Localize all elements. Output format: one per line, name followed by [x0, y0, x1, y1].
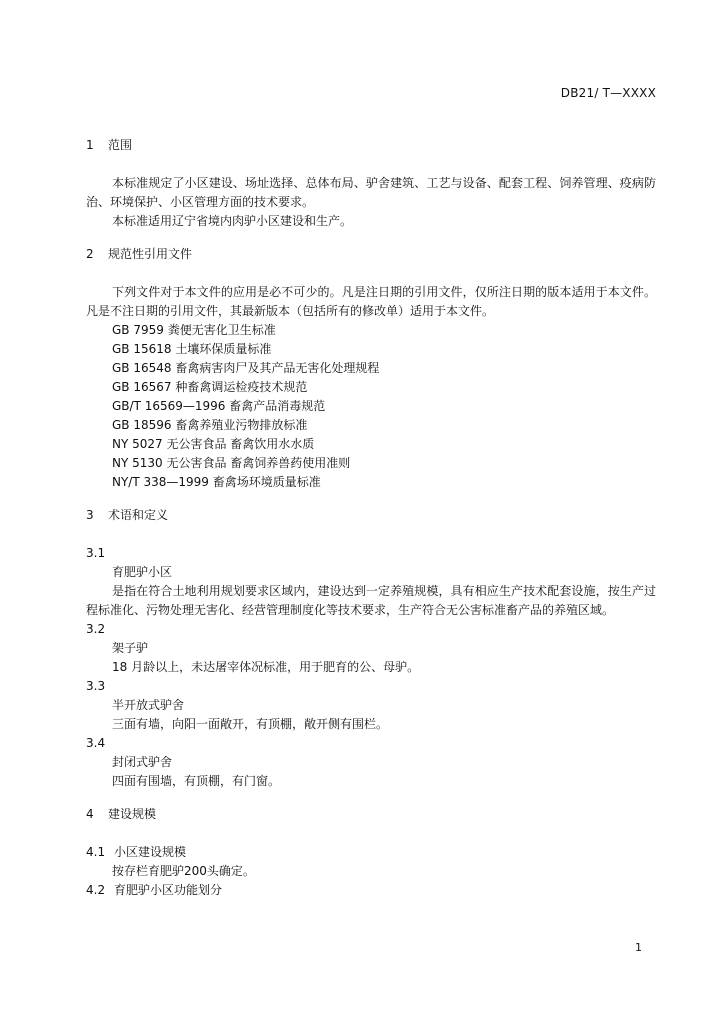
section-title: 范围: [108, 138, 133, 152]
section-4-heading: [86, 805, 656, 824]
section-title: 建设规模: [108, 807, 157, 821]
term-definition: 是指在符合土地利用规划要求区域内，建设达到一定养殖规模，具有相应生产技术配套设施，按生产过程标准化、污物处理无害化、经营管理制度化等技术要求，生产符合无公害标准畜产品的养殖区域。: [86, 584, 656, 617]
section-title: 术语和定义: [108, 508, 169, 522]
term-name: 封闭式驴舍: [112, 755, 173, 769]
term-definition: 三面有墙，向阳一面敞开，有顶棚，敞开侧有围栏。: [112, 717, 389, 731]
term-number: 3.4: [86, 736, 106, 750]
reference-item: GB 15618 土壤环保质量标准: [112, 342, 272, 356]
subsection-number: 4.2: [86, 883, 106, 897]
reference-list: [86, 321, 656, 492]
paragraph: 本标准规定了小区建设、场址选择、总体布局、驴舍建筑、工艺与设备、配套工程、饲养管理、疫病防治、环境保护、小区管理方面的技术要求。: [86, 176, 656, 209]
section-number: 2: [86, 247, 94, 261]
subsection-number: 4.1: [86, 845, 106, 859]
term-definition: 四面有围墙，有顶棚，有门窗。: [112, 774, 281, 788]
reference-item: NY 5130 无公害食品 畜禽饲养兽药使用准则: [112, 456, 351, 470]
section-number: 4: [86, 807, 94, 821]
term-number: 3.3: [86, 679, 106, 693]
reference-item: GB/T 16569—1996 畜禽产品消毒规范: [112, 399, 326, 413]
term-entry: [86, 677, 656, 734]
reference-item: GB 18596 畜禽养殖业污物排放标准: [112, 418, 308, 432]
reference-item: NY 5027 无公害食品 畜禽饮用水水质: [112, 437, 315, 451]
section-number: 1: [86, 138, 94, 152]
term-name: 半开放式驴舍: [112, 698, 185, 712]
subsection-title: 小区建设规模: [114, 845, 187, 859]
term-entry: [86, 734, 656, 791]
section-title: 规范性引用文件: [108, 247, 193, 261]
paragraph: 按存栏育肥驴200头确定。: [112, 864, 255, 878]
subsection-4-2-heading: [86, 881, 656, 900]
term-name: 育肥驴小区: [112, 565, 173, 579]
reference-item: GB 7959 粪便无害化卫生标准: [112, 323, 276, 337]
section-1-heading: [86, 136, 656, 155]
subsection-title: 育肥驴小区功能划分: [114, 883, 223, 897]
section-3-heading: [86, 506, 656, 525]
term-number: 3.1: [86, 546, 106, 560]
term-definition: 18 月龄以上，未达屠宰体况标准，用于肥育的公、母驴。: [112, 660, 420, 674]
section-number: 3: [86, 508, 94, 522]
paragraph: 本标准适用辽宁省境内肉驴小区建设和生产。: [112, 214, 353, 228]
page-number: 1: [635, 941, 642, 954]
document-body: [86, 136, 656, 900]
term-number: 3.2: [86, 622, 106, 636]
section-2-heading: [86, 245, 656, 264]
term-name: 架子驴: [112, 641, 149, 655]
reference-item: GB 16548 畜禽病害肉尸及其产品无害化处理规程: [112, 361, 380, 375]
reference-item: NY/T 338—1999 畜禽场环境质量标准: [112, 475, 321, 489]
paragraph: 下列文件对于本文件的应用是必不可少的。凡是注日期的引用文件，仅所注日期的版本适用于本文件。凡是不注日期的引用文件，其最新版本（包括所有的修改单）适用于本文件。: [86, 285, 656, 318]
term-entry: [86, 544, 656, 620]
subsection-4-1-heading: [86, 843, 656, 862]
term-entry: [86, 620, 656, 677]
reference-item: GB 16567 种畜禽调运检疫技术规范: [112, 380, 308, 394]
document-number: DB21/ T—XXXX: [560, 86, 656, 100]
